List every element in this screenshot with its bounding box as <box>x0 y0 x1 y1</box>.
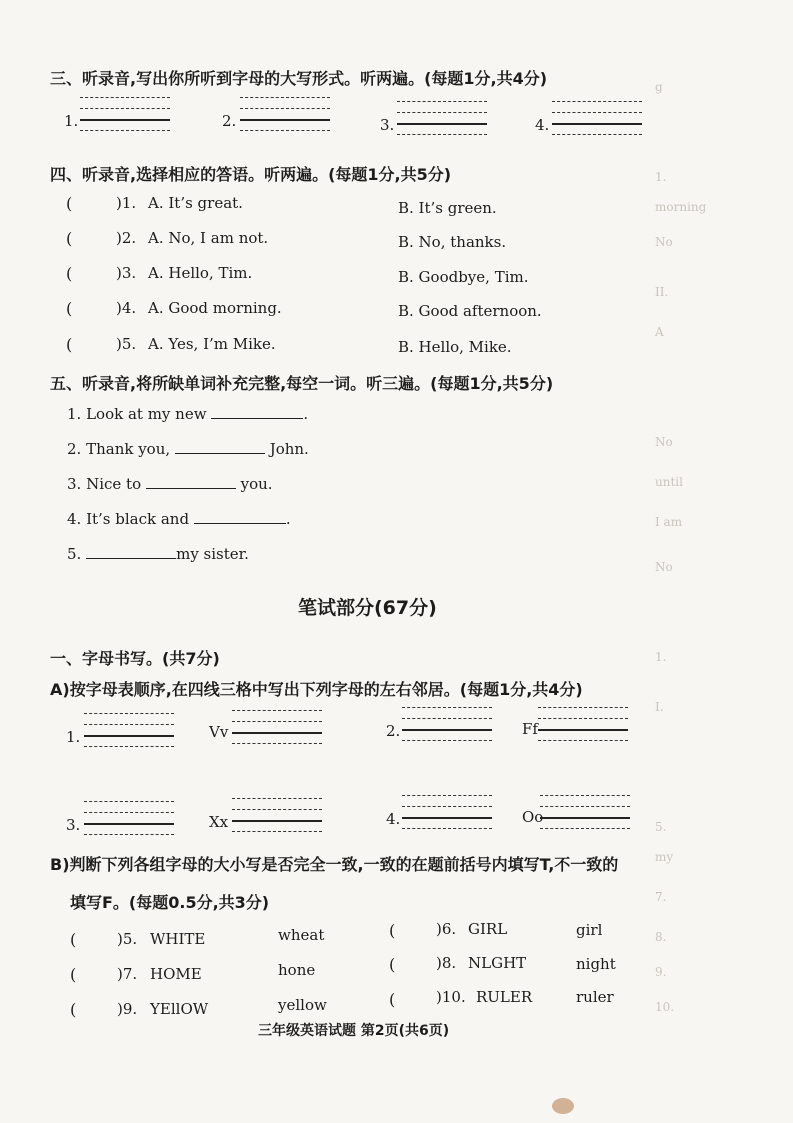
s3-item-3-num: 3. <box>380 116 395 134</box>
s4-q2-option-b: B. No, thanks. <box>398 233 507 251</box>
p1b-q8-upper: NLGHT <box>468 954 527 972</box>
p1b-q9-lower: yellow <box>278 996 327 1014</box>
p1a-item-1-num: 1. <box>66 728 81 746</box>
written-part-title: 笔试部分(67分) <box>298 597 437 619</box>
bleed-through-area: g 1. morning No II. A No until I am No 1. I. 5. my 7. 8. 9. 10. <box>655 80 707 1014</box>
p1a-letter-xx: Xx <box>209 813 229 831</box>
section5-title: 五、听录音,将所缺单词补充完整,每空一词。听三遍。(每题1分,共5分) <box>50 374 554 393</box>
s4-q5-option-b: B. Hello, Mike. <box>398 338 512 356</box>
s4-q4-answer-paren[interactable]: ( <box>66 299 73 318</box>
s3-writing-grid-4[interactable] <box>552 101 642 135</box>
s4-q5-answer-paren[interactable]: ( <box>66 335 73 354</box>
p1a-letter-oo: Oo <box>522 808 544 826</box>
p1a-grid-3-right[interactable] <box>232 798 322 832</box>
p1a-letter-ff: Ff <box>522 720 538 738</box>
s4-q5-number: )5. <box>116 335 137 353</box>
part1-title: 一、字母书写。(共7分) <box>50 649 220 668</box>
p1b-q8-number: )8. <box>436 954 457 972</box>
p1b-q6-upper: GIRL <box>468 920 508 938</box>
s4-q1-option-b: B. It’s green. <box>398 199 497 217</box>
p1b-q5-upper: WHITE <box>150 930 206 948</box>
p1b-q8-answer-paren[interactable]: ( <box>389 955 396 974</box>
p1a-grid-1-right[interactable] <box>232 710 322 744</box>
s5-item-5-text: 5. <box>67 545 87 563</box>
p1a-grid-4-right[interactable] <box>540 795 630 829</box>
s5-item-2-blank[interactable] <box>175 439 265 454</box>
p1b-q10-lower: ruler <box>576 988 614 1006</box>
part1-b-title-line2: 填写F。(每题0.5分,共3分) <box>70 893 270 912</box>
s5-item-4-text: 4. It’s black and <box>67 510 194 528</box>
s5-item-1-end: . <box>303 405 309 423</box>
s5-item-1 <box>67 404 308 423</box>
p1a-grid-1-left[interactable] <box>84 713 174 747</box>
p1b-q7-upper: HOME <box>150 965 202 983</box>
p1a-item-3-num: 3. <box>66 816 81 834</box>
p1b-q10-upper: RULER <box>476 988 533 1006</box>
s4-q3-answer-paren[interactable]: ( <box>66 264 73 283</box>
s5-item-3-end: you. <box>235 475 273 493</box>
s5-item-5-blank[interactable] <box>86 544 176 559</box>
s4-q2-number: )2. <box>116 229 137 247</box>
s5-item-3 <box>67 474 273 493</box>
s5-item-4-end: . <box>285 510 291 528</box>
page-footer: 三年级英语试题 第2页(共6页) <box>258 1023 450 1039</box>
s4-q1-number: )1. <box>116 194 137 212</box>
s3-item-1-num: 1. <box>64 112 79 130</box>
s5-item-5 <box>67 544 249 563</box>
section3-title: 三、听录音,写出你所听到字母的大写形式。听两遍。(每题1分,共4分) <box>50 69 548 88</box>
section4-title: 四、听录音,选择相应的答语。听两遍。(每题1分,共5分) <box>50 165 452 184</box>
p1a-grid-2-right[interactable] <box>538 707 628 741</box>
p1b-q6-number: )6. <box>436 920 457 938</box>
s4-q4-option-a: A. Good morning. <box>148 299 282 317</box>
s4-q3-number: )3. <box>116 264 137 282</box>
s5-item-4 <box>67 509 291 528</box>
s4-q2-answer-paren[interactable]: ( <box>66 229 73 248</box>
p1a-grid-3-left[interactable] <box>84 801 174 835</box>
s5-item-2 <box>67 439 309 458</box>
s5-item-5-end: my sister. <box>176 545 249 563</box>
s5-item-3-text: 3. Nice to <box>67 475 146 493</box>
p1b-q9-number: )9. <box>117 1000 138 1018</box>
s4-q4-number: )4. <box>116 299 137 317</box>
p1a-item-2-num: 2. <box>386 722 401 740</box>
p1b-q7-number: )7. <box>117 965 138 983</box>
paper-stain <box>552 1098 574 1114</box>
p1b-q10-number: )10. <box>436 988 466 1006</box>
s5-item-2-text: 2. Thank you, <box>67 440 175 458</box>
s3-item-2-num: 2. <box>222 112 237 130</box>
s5-item-3-blank[interactable] <box>146 474 236 489</box>
s3-writing-grid-3[interactable] <box>397 101 487 135</box>
p1b-q6-answer-paren[interactable]: ( <box>389 921 396 940</box>
s4-q3-option-b: B. Goodbye, Tim. <box>398 268 529 286</box>
p1b-q10-answer-paren[interactable]: ( <box>389 990 396 1009</box>
s5-item-2-end: John. <box>264 440 309 458</box>
p1b-q5-lower: wheat <box>278 926 325 944</box>
p1b-q5-answer-paren[interactable]: ( <box>70 930 77 949</box>
s3-writing-grid-2[interactable] <box>240 97 330 131</box>
p1a-grid-4-left[interactable] <box>402 795 492 829</box>
p1b-q8-lower: night <box>576 955 616 973</box>
s5-item-1-text: 1. Look at my new <box>67 405 212 423</box>
p1b-q9-upper: YEllOW <box>150 1000 209 1018</box>
part1-a-title: A)按字母表顺序,在四线三格中写出下列字母的左右邻居。(每题1分,共4分) <box>50 680 583 699</box>
p1b-q7-lower: hone <box>278 961 316 979</box>
part1-b-title-line1: B)判断下列各组字母的大小写是否完全一致,一致的在题前括号内填写T,不一致的 <box>50 855 619 874</box>
s4-q1-answer-paren[interactable]: ( <box>66 194 73 213</box>
s3-writing-grid-1[interactable] <box>80 97 170 131</box>
p1a-item-4-num: 4. <box>386 810 401 828</box>
s3-item-4-num: 4. <box>535 116 550 134</box>
s5-item-4-blank[interactable] <box>194 509 286 524</box>
s4-q2-option-a: A. No, I am not. <box>148 229 269 247</box>
p1b-q5-number: )5. <box>117 930 138 948</box>
s4-q1-option-a: A. It’s great. <box>148 194 243 212</box>
s4-q3-option-a: A. Hello, Tim. <box>148 264 253 282</box>
s5-item-1-blank[interactable] <box>211 404 303 419</box>
p1b-q6-lower: girl <box>576 921 603 939</box>
p1b-q9-answer-paren[interactable]: ( <box>70 1000 77 1019</box>
p1a-grid-2-left[interactable] <box>402 707 492 741</box>
s4-q5-option-a: A. Yes, I’m Mike. <box>148 335 276 353</box>
p1b-q7-answer-paren[interactable]: ( <box>70 965 77 984</box>
s4-q4-option-b: B. Good afternoon. <box>398 302 542 320</box>
p1a-letter-vv: Vv <box>209 723 229 741</box>
